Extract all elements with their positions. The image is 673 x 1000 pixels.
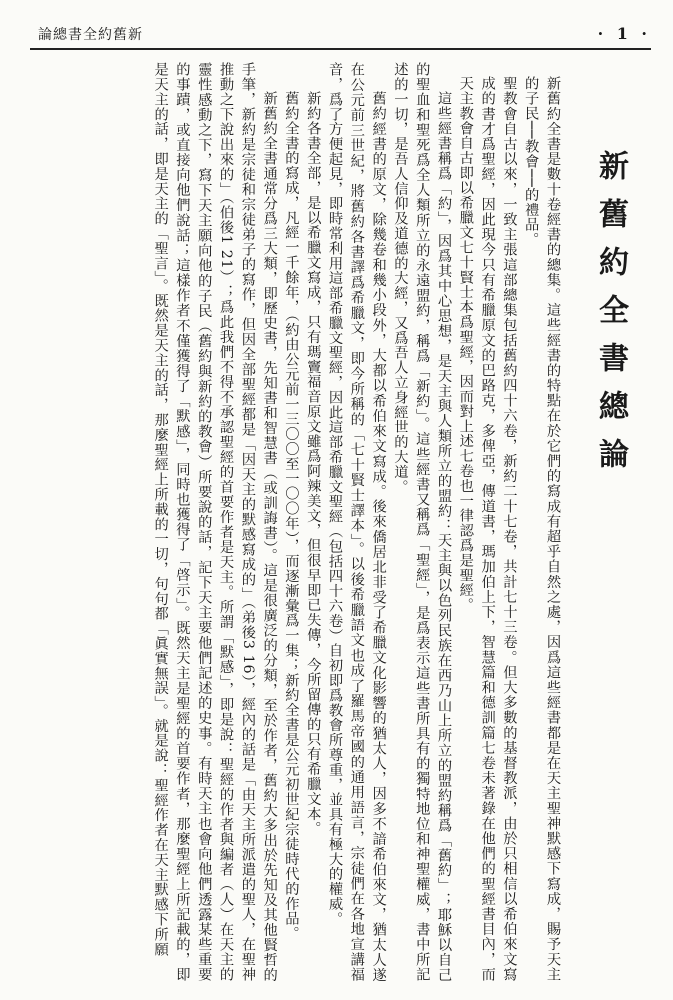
body-text (55, 62, 563, 982)
paragraph-dating: 舊約全書的寫成，凡經一千餘年，（約由公元前一三〇〇至一〇〇年），而逐漸彙爲一集；新約全書是公元初世紀宗徒時代的作品。 (283, 90, 300, 941)
chapter-title: 新舊約全書總論 (593, 150, 628, 486)
paragraph-old-testament-language: 舊約經書的原文，除幾卷和幾小段外，大都以希伯來文寫成。後來僑居北非受了希臘文化影響的猶太人，因多不諳希伯來文，猶太人遂在公元前三世紀，將舊約各書譯爲希臘文，即今所稱的「七十賢士譯本」。以後希臘語文也成了羅馬帝國的通用語言，宗徒們在各地宣講福音，爲了方便起見，即時常利用這部希臘文聖經，因此這部希臘文聖經（包括四十六卷）自初即爲教會所尊重，並具有極大的權威。 (327, 62, 387, 982)
header-divider (30, 48, 651, 50)
paragraph-new-testament-language: 新約各書全部，是以希臘文寫成，只有瑪竇福音原文雖爲阿辣美文，但很早即已失傳，今所留傳的只有希臘文本。 (305, 90, 322, 836)
paragraph-covenant: 這些經書稱爲「約」，因爲其中心思想，是天主與人類所立的盟約：天主與以色列民族在西乃山上所立的盟約稱爲「舊約」；耶穌以自己的聖血和聖死爲全人類所立的永遠盟約，稱爲「新約」。這些經書又稱爲「聖經」，是爲表示這些書所具有的獨特地位和神聖權威，書中所記述的一切，是吾人信仰及道德的大經，又爲吾人立身經世的大道。 (392, 62, 453, 982)
paragraph-inspiration: 新舊約全書通常分爲三大類，即歷史書，先知書和智慧書（或訓誨書）。這是很廣泛的分類，至於作者，舊約大多出於先知及其他賢哲的手筆，新約是宗徒和宗徒弟子的寫作，但因全部聖經都是「因天主的默感寫成的」（弟後3 16），經內的話是「由天主所派遣的聖人，在聖神推動之下說出來的」（伯後1 21）；爲此我們不得不承認聖經的首要作者是天主。所謂「默感」，即是說：聖經的作者與編者（人）在天主的靈性感動之下，寫下天主願向他的子民（舊約與新約的教會）所要說的話，記下天主要他們記述的史事。有時天主也會向他們透露某些重要的事蹟，或直接向他們說話；這樣作者不僅獲得了「默感」，同時也獲得了「啓示」。既然天主是聖經的首要作者，那麼聖經上所記載的，即是天主的話，即是天主的「聖言」。既然是天主的話，那麼聖經上所載的一切，句句都「眞實無誤」。就是說：聖經作者在天主默感下所願 (152, 62, 278, 982)
page-number: · 1 · (597, 24, 651, 43)
paragraph-canon: 聖教會自古以來，一致主張這部總集包括舊約四十六卷，新約二十七卷，共計七十三卷。但大多數的基督教派，由於只相信以希伯來文寫成的書才爲聖經，因此現今只有希臘原文的巴路克，多俾亞，傳道書，瑪加伯上下，智慧篇和德訓篇七卷未著錄在他們的聖經書目內，而天主教會自古即以希臘文七十賢士本爲聖經，因而對上述七卷也一律認爲是聖經。 (457, 76, 518, 982)
paragraph-intro: 新舊約全書是數十卷經書的總集。這些經書的特點在於它們的寫成有超乎自然之處，因爲這些經書都是在天主聖神默感下寫成，賜予天主的子民──教會──的禮品。 (523, 76, 561, 982)
running-title: 論總書全約舊新 (38, 27, 143, 43)
